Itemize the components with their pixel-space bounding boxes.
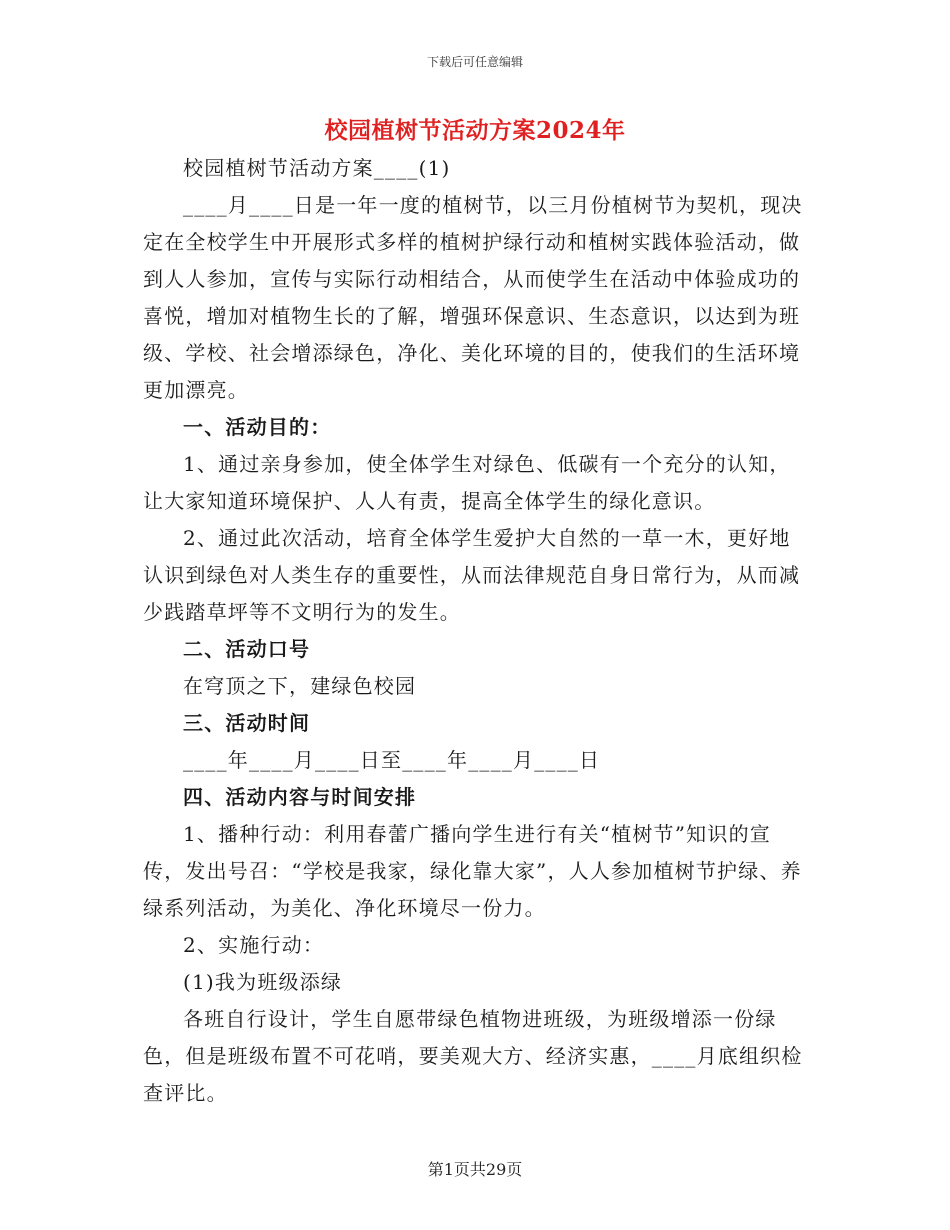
paragraph: ____月____日是一年一度的植树节，以三月份植树节为契机，现决定在全校学生中开展形式多样的植树护绿行动和植树实践体验活动，做到人人参加，宣传与实际行动相结合，从而使学生在活动中体验成功的喜悦，增加对植物生长的了解，增强环保意识、生态意识，以达到为班级、学校、社会增添绿色，净化、美化环境的目的，使我们的生活环境更加漂亮。 bbox=[143, 193, 803, 402]
document-body bbox=[143, 150, 807, 1112]
section-heading: 四、活动内容与时间安排 bbox=[183, 785, 417, 809]
paragraph: 1、播种行动：利用春蕾广播向学生进行有关“植树节”知识的宣传，发出号召：“学校是我家，绿化靠大家”，人人参加植树节护绿、养绿系列活动，为美化、净化环境尽一份力。 bbox=[143, 822, 802, 920]
section-heading: 三、活动时间 bbox=[183, 711, 311, 735]
paragraph: 1、通过亲身参加，使全体学生对绿色、低碳有一个充分的认知，让大家知道环境保护、人人有责，提高全体学生的绿化意识。 bbox=[143, 452, 791, 513]
paragraph: 2、通过此次活动，培育全体学生爱护大自然的一草一木，更好地认识到绿色对人类生存的重要性，从而法律规范自身日常行为，从而减少践踏草坪等不文明行为的发生。 bbox=[143, 526, 801, 624]
paragraph: ____年____月____日至____年____月____日 bbox=[183, 748, 601, 772]
paragraph: (1)我为班级添绿 bbox=[183, 970, 343, 994]
page-number: 第1页共29页 bbox=[427, 1160, 523, 1179]
paragraph: 校园植树节活动方案____(1) bbox=[183, 156, 451, 180]
document-title: 校园植树节活动方案2024年 bbox=[324, 117, 626, 144]
section-heading: 二、活动口号 bbox=[183, 637, 311, 661]
section-heading: 一、活动目的： bbox=[183, 415, 332, 439]
paragraph: 2、实施行动： bbox=[183, 933, 325, 957]
paragraph: 在穹顶之下，建绿色校园 bbox=[183, 674, 417, 698]
header-note: 下载后可任意编辑 bbox=[426, 55, 523, 69]
paragraph: 各班自行设计，学生自愿带绿色植物进班级，为班级增添一份绿色，但是班级布置不可花哨，要美观大方、经济实惠，____月底组织检查评比。 bbox=[143, 1007, 803, 1105]
